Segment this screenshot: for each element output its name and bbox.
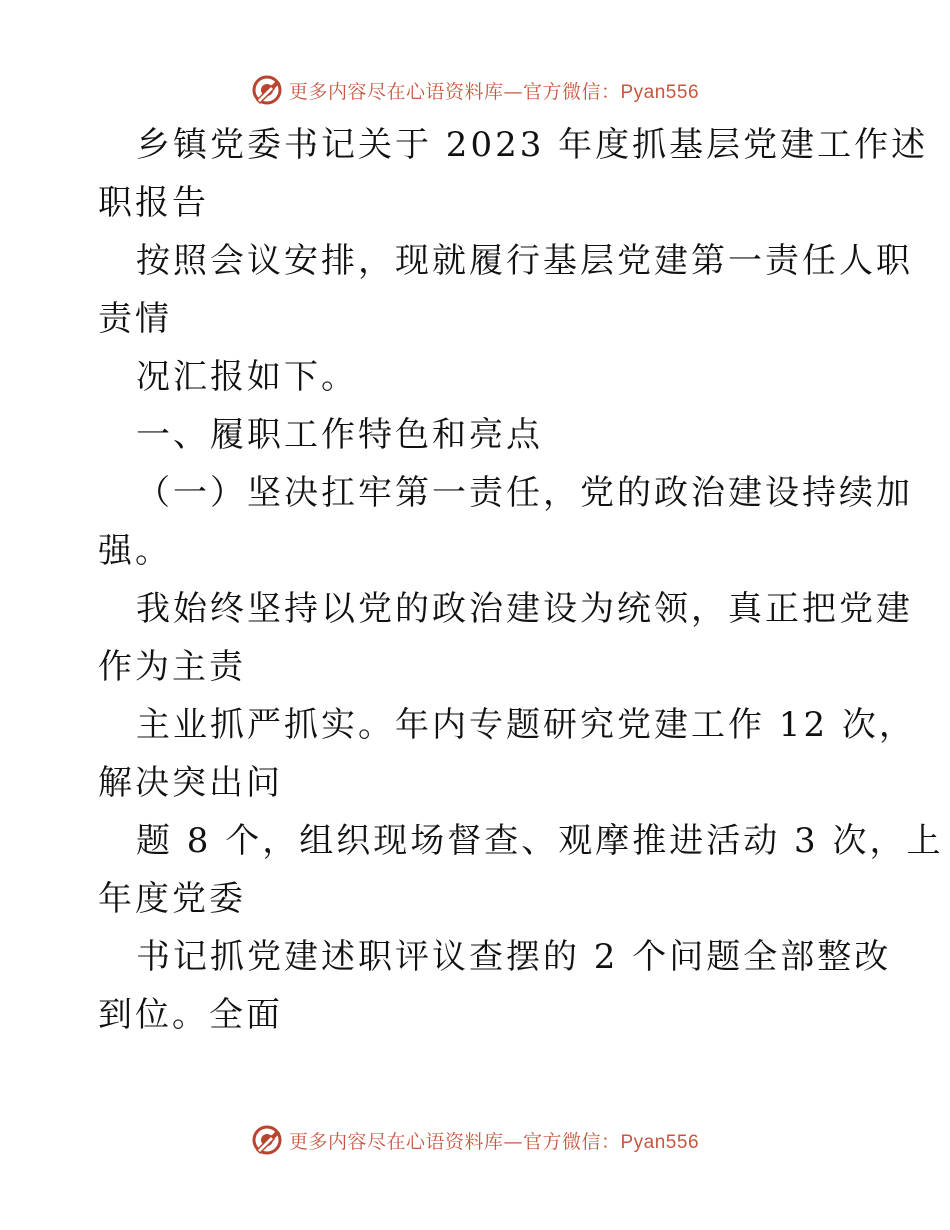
paragraph-continuation-line: 年度党委 bbox=[98, 879, 246, 919]
watermark-text bbox=[289, 77, 699, 104]
paragraph-line: 乡镇党委书记关于 2023 年度抓基层党建工作述 bbox=[136, 125, 929, 165]
watermark-brand: 更多内容尽在心语资料库 bbox=[288, 80, 504, 103]
paragraph-continuation-line: 解决突出问 bbox=[98, 763, 283, 803]
paragraph-continuation-line: 到位。全面 bbox=[98, 995, 283, 1035]
paragraph-continuation-line: 强。 bbox=[98, 531, 172, 571]
watermark-text bbox=[289, 1127, 699, 1154]
paragraph-line: 主业抓严抓实。年内专题研究党建工作 12 次， bbox=[136, 705, 916, 745]
header-watermark bbox=[0, 70, 950, 110]
paragraph-line: （一）坚决扛牢第一责任，党的政治建设持续加 bbox=[136, 473, 913, 513]
paragraph-continuation-line: 作为主责 bbox=[98, 647, 246, 687]
pen-logo-icon bbox=[251, 1124, 283, 1156]
watermark-group bbox=[251, 74, 699, 106]
paragraph-continuation-line: 责情 bbox=[98, 299, 172, 339]
paragraph-continuation-line: 职报告 bbox=[98, 183, 209, 223]
watermark-brand: 更多内容尽在心语资料库 bbox=[288, 1130, 504, 1153]
watermark-dash: — bbox=[503, 1130, 523, 1153]
paragraph-line: 按照会议安排，现就履行基层党建第一责任人职 bbox=[136, 241, 913, 281]
watermark-group bbox=[251, 1124, 699, 1156]
watermark-dash: — bbox=[503, 80, 523, 103]
paragraph-line: 书记抓党建述职评议查摆的 2 个问题全部整改 bbox=[136, 937, 892, 977]
paragraph-line: 题 8 个，组织现场督查、观摩推进活动 3 次，上 bbox=[136, 821, 944, 861]
watermark-official-label: 官方微信： bbox=[522, 80, 621, 103]
watermark-official-label: 官方微信： bbox=[522, 1130, 621, 1153]
paragraph-line: 一、履职工作特色和亮点 bbox=[136, 415, 543, 455]
paragraph-line: 我始终坚持以党的政治建设为统领，真正把党建 bbox=[136, 589, 913, 629]
pen-logo-icon bbox=[251, 74, 283, 106]
watermark-wechat-id: Pyan556 bbox=[620, 81, 700, 103]
footer-watermark bbox=[0, 1120, 950, 1160]
paragraph-line: 况汇报如下。 bbox=[136, 357, 358, 397]
watermark-wechat-id: Pyan556 bbox=[620, 1131, 700, 1153]
